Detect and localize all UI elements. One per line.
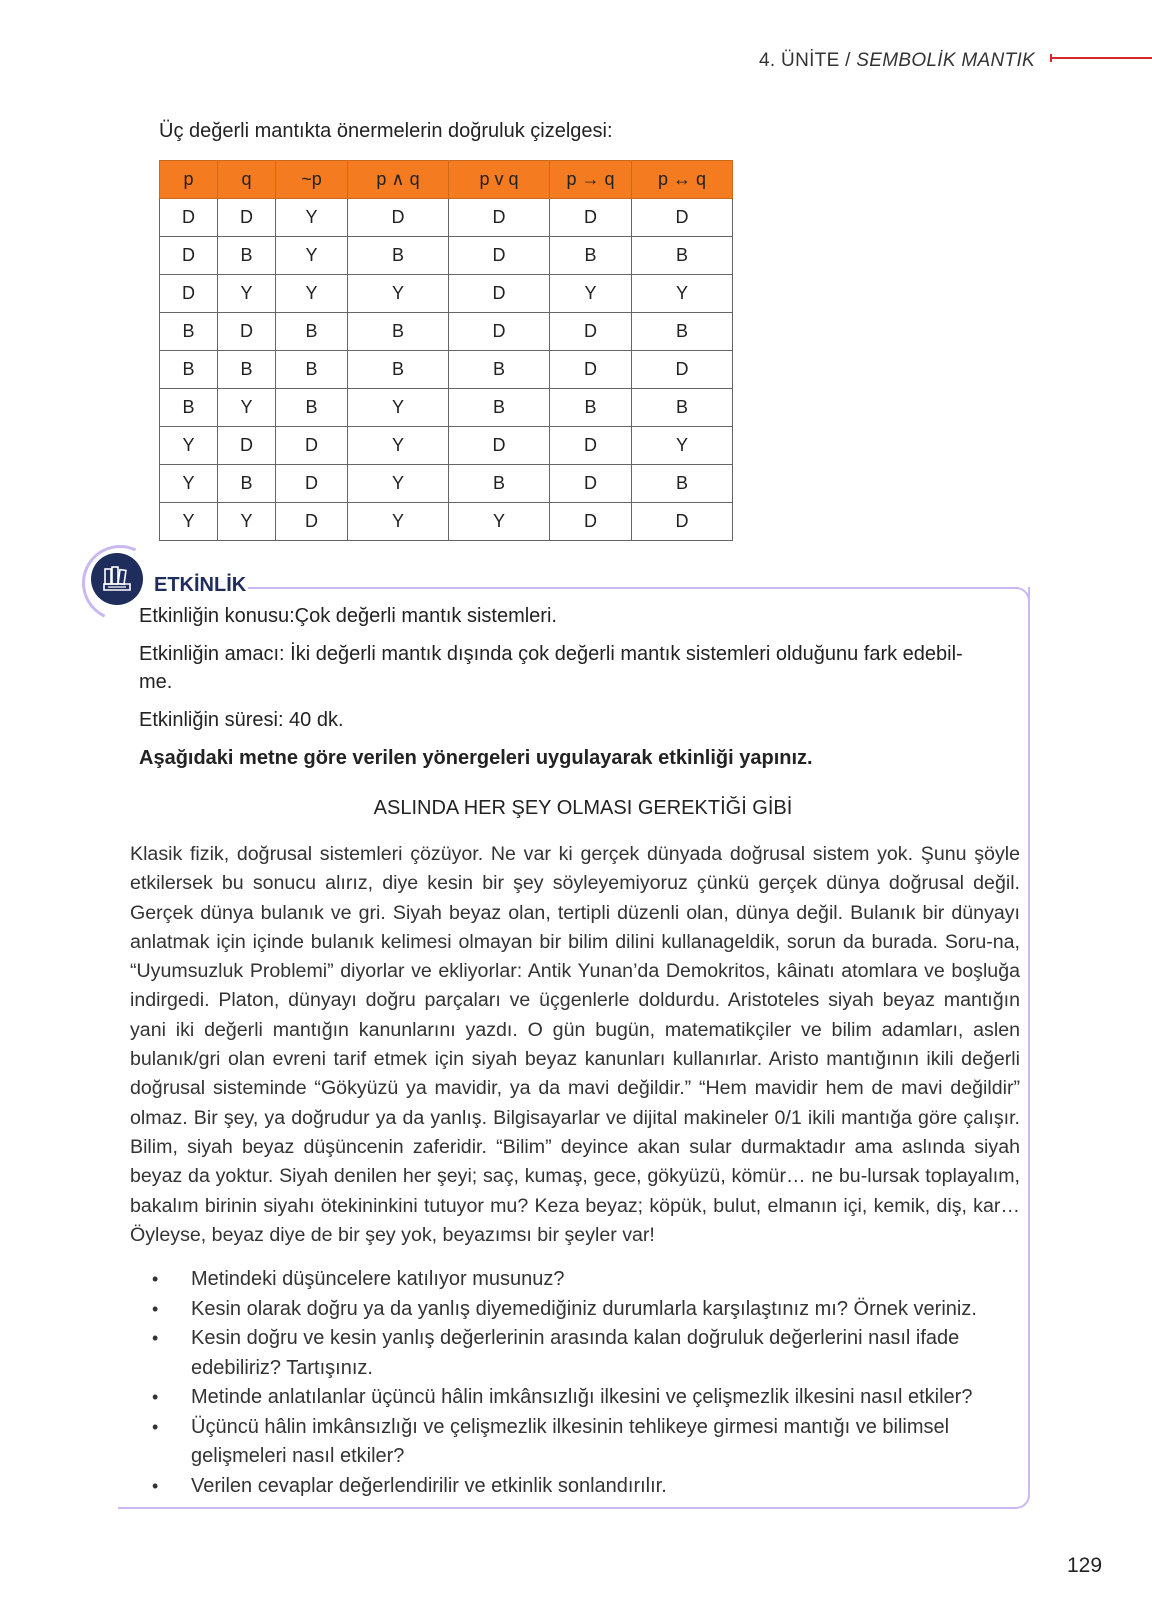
- column-header: p: [160, 161, 218, 199]
- table-row: [160, 503, 733, 541]
- column-header: p ∧ q: [348, 161, 449, 199]
- table-cell: D: [550, 199, 632, 237]
- table-cell: Y: [160, 427, 218, 465]
- table-cell: D: [550, 351, 632, 389]
- truth-table: [159, 160, 733, 541]
- table-cell: Y: [550, 275, 632, 313]
- table-cell: B: [160, 313, 218, 351]
- question-item: • Metindeki düşüncelere katılıyor musunuz?: [150, 1265, 990, 1295]
- column-header: q: [218, 161, 276, 199]
- table-cell: B: [348, 351, 449, 389]
- table-cell: B: [276, 313, 348, 351]
- unit-header: [700, 50, 1035, 72]
- table-cell: D: [550, 503, 632, 541]
- truth-table-header: [160, 161, 733, 199]
- table-row: [160, 313, 733, 351]
- story-title: ASLINDA HER ŞEY OLMASI GEREKTİĞİ GİBİ: [373, 797, 793, 819]
- table-cell: Y: [632, 427, 733, 465]
- table-cell: B: [449, 351, 550, 389]
- question-item: • Üçüncü hâlin imkânsızlığı ve çelişmezlik ilkesinin tehlikeye girmesi mantığı ve bilimsel gelişmeleri nasıl etkiler?: [150, 1413, 990, 1472]
- table-cell: Y: [160, 465, 218, 503]
- table-cell: D: [348, 199, 449, 237]
- table-cell: Y: [632, 275, 733, 313]
- table-cell: B: [632, 389, 733, 427]
- table-row: [160, 427, 733, 465]
- table-cell: Y: [348, 275, 449, 313]
- table-cell: B: [632, 313, 733, 351]
- table-cell: D: [160, 237, 218, 275]
- table-cell: D: [218, 427, 276, 465]
- table-row: [160, 237, 733, 275]
- table-cell: Y: [218, 389, 276, 427]
- question-item: • Verilen cevaplar değerlendirilir ve etkinlik sonlandırılır.: [150, 1472, 990, 1502]
- column-header: p v q: [449, 161, 550, 199]
- table-cell: D: [449, 237, 550, 275]
- table-row: [160, 351, 733, 389]
- table-row: [160, 389, 733, 427]
- table-cell: D: [449, 199, 550, 237]
- column-header: p ↔ q: [632, 161, 733, 199]
- table-row: [160, 275, 733, 313]
- table-cell: Y: [348, 389, 449, 427]
- table-cell: Y: [348, 427, 449, 465]
- table-cell: D: [632, 503, 733, 541]
- table-cell: B: [348, 237, 449, 275]
- table-cell: B: [449, 389, 550, 427]
- table-cell: Y: [449, 503, 550, 541]
- column-header: ~p: [276, 161, 348, 199]
- table-cell: B: [449, 465, 550, 503]
- column-header: p → q: [550, 161, 632, 199]
- table-cell: Y: [348, 503, 449, 541]
- table-cell: D: [160, 275, 218, 313]
- unit-title: SEMBOLİK MANTIK: [856, 50, 1035, 71]
- table-intro: Üç değerli mantıkta önermelerin doğruluk çizelgesi:: [159, 120, 613, 142]
- question-list: [150, 1265, 990, 1501]
- table-cell: D: [449, 275, 550, 313]
- table-cell: D: [550, 313, 632, 351]
- table-cell: Y: [276, 199, 348, 237]
- table-cell: D: [276, 503, 348, 541]
- activity-aim-continued: me.: [139, 671, 173, 693]
- table-cell: D: [550, 427, 632, 465]
- table-cell: B: [218, 351, 276, 389]
- books-icon: [91, 553, 143, 605]
- table-cell: D: [160, 199, 218, 237]
- table-cell: B: [160, 389, 218, 427]
- table-cell: B: [550, 389, 632, 427]
- table-cell: D: [218, 199, 276, 237]
- unit-number: 4. ÜNİTE /: [759, 50, 857, 71]
- table-cell: B: [276, 389, 348, 427]
- table-cell: D: [550, 465, 632, 503]
- table-cell: D: [449, 427, 550, 465]
- activity-topic: Etkinliğin konusu:Çok değerli mantık sistemleri.: [139, 605, 557, 627]
- table-cell: Y: [348, 465, 449, 503]
- table-row: [160, 199, 733, 237]
- activity-instruction: Aşağıdaki metne göre verilen yönergeleri uygulayarak etkinliği yapınız.: [139, 747, 813, 769]
- table-cell: B: [218, 465, 276, 503]
- question-item: • Kesin doğru ve kesin yanlış değerlerinin arasında kalan doğruluk değerlerini nasıl ifade edebiliriz? Tartışınız.: [150, 1324, 990, 1383]
- table-cell: B: [276, 351, 348, 389]
- table-cell: B: [160, 351, 218, 389]
- activity-duration: Etkinliğin süresi: 40 dk.: [139, 709, 344, 731]
- header-accent-line: [1050, 57, 1152, 59]
- table-row: [160, 465, 733, 503]
- table-cell: B: [218, 237, 276, 275]
- table-cell: D: [632, 199, 733, 237]
- table-cell: B: [550, 237, 632, 275]
- table-cell: B: [632, 465, 733, 503]
- table-cell: Y: [276, 275, 348, 313]
- table-cell: Y: [160, 503, 218, 541]
- story-text: Klasik fizik, doğrusal sistemleri çözüyor. Ne var ki gerçek dünyada doğrusal sistem yok. Şunu şöyle etkilersek bu sonucu alırız, diye kesin bir şey söyleyemiyoruz çünkü gerçek dünya doğrusal değil. Gerçek dünya bulanık ve gri. Siyah beyaz olan, tertipli düzenli olan, dünya değil. Bulanık bir dünyayı anlatmak için içinde bulanık kelimesi olmayan bir bilim dilini kullanageldik, sorun da burada. Soru-na, “Uyumsuzluk Problemi” diyorlar ve ekliyorlar: Antik Yunan’da Demokritos, kâinatı atomlara ve boşluğa indirgedi. Platon, dünyayı doğru parçaları ve üçgenlerle doldurdu. Aristoteles siyah beyaz mantığın yani iki değerli mantığın kanunlarını yazdı. O gün bugün, matematikçiler ve bilim adamları, aslen bulanık/gri olan evreni tarif etmek için siyah beyaz kanunları kullanırlar. Aristo mantığının ikili değerli doğrusal sisteminde “Gökyüzü ya mavidir, ya da mavi değildir.” “Hem mavidir hem de mavi değildir” olmaz. Bir şey, ya doğrudur ya da yanlış. Bilgisayarlar ve dijital makineler 0/1 ikili mantığa göre çalışır. Bilim, siyah beyaz düşüncenin zaferidir. “Bilim” deyince akan sular durmaktadır ama aslında siyah beyaz da yoktur. Siyah denilen her şeyi; saç, kumaş, gece, gökyüzü, kömür… ne bu-lursak toplayalım, bakalım birinin siyahı ötekininkini tutuyor mu? Keza beyaz; köpük, bulut, elmanın içi, kemik, diş, kar… Öyleyse, beyaz diye de bir şey yok, beyazımsı bir şeyler var!: [130, 843, 1020, 1246]
- table-cell: B: [632, 237, 733, 275]
- question-item: • Metinde anlatılanlar üçüncü hâlin imkânsızlığı ilkesini ve çelişmezlik ilkesini nasıl etkiler?: [150, 1383, 990, 1413]
- activity-top-border: [248, 587, 1018, 589]
- truth-table-body: [160, 199, 733, 541]
- table-cell: Y: [218, 503, 276, 541]
- table-cell: D: [449, 313, 550, 351]
- table-cell: D: [276, 465, 348, 503]
- table-cell: Y: [218, 275, 276, 313]
- table-cell: D: [276, 427, 348, 465]
- table-cell: D: [632, 351, 733, 389]
- table-cell: Y: [276, 237, 348, 275]
- table-cell: D: [218, 313, 276, 351]
- activity-label: ETKİNLİK: [154, 574, 247, 596]
- question-item: • Kesin olarak doğru ya da yanlış diyemediğiniz durumlarla karşılaştınız mı? Örnek veriniz.: [150, 1295, 990, 1325]
- page-number: 129: [1067, 1554, 1103, 1577]
- table-cell: B: [348, 313, 449, 351]
- activity-aim: Etkinliğin amacı: İki değerli mantık dışında çok değerli mantık sistemleri olduğunu fark edebil-: [139, 643, 963, 665]
